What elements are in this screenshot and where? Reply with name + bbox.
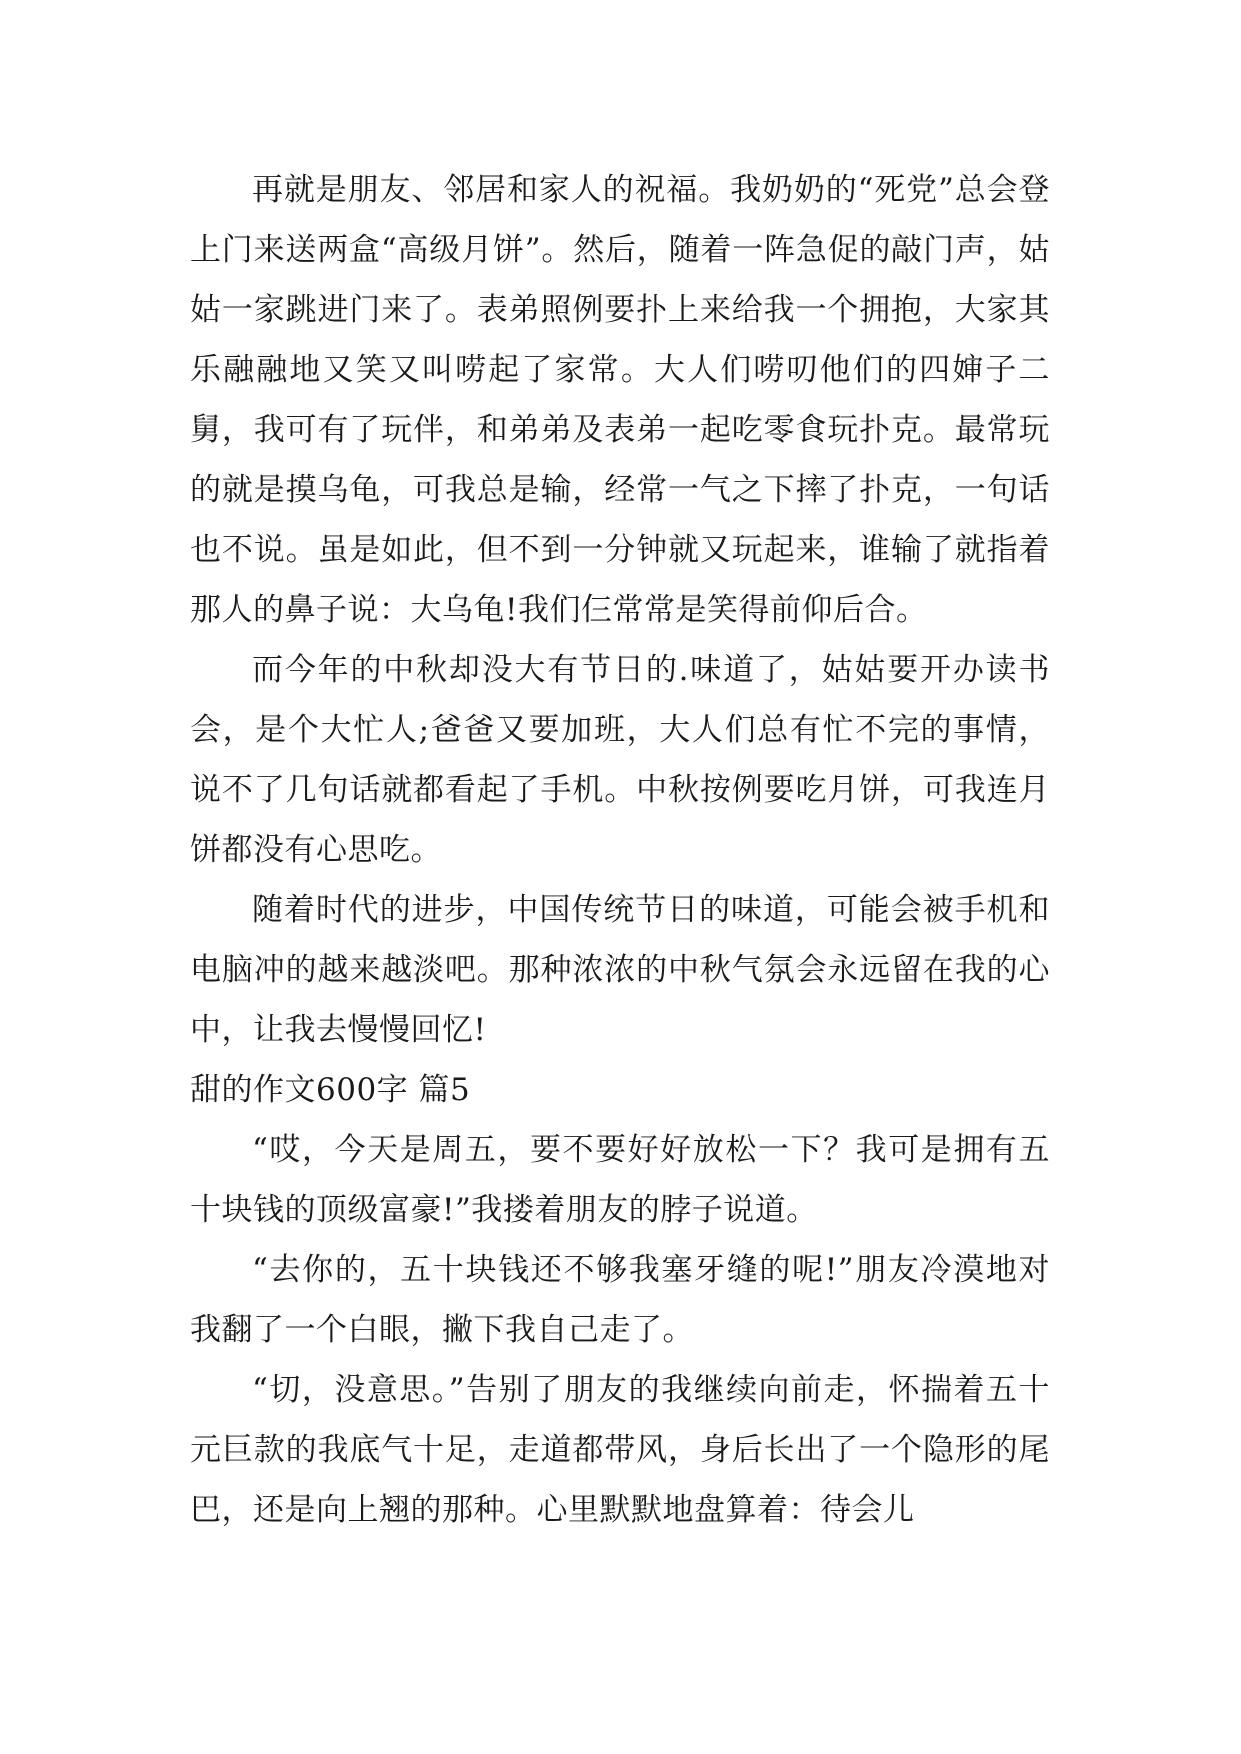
paragraph: “切，没意思。”告别了朋友的我继续向前走，怀揣着五十元巨款的我底气十足，走道都带风，身后长出了一个隐形的尾巴，还是向上翘的那种。心里默默地盘算着：待会儿 [190, 1372, 1050, 1528]
paragraph: 随着时代的进步，中国传统节日的味道，可能会被手机和电脑冲的越来越淡吧。那种浓浓的中秋气氛会永远留在我的心中，让我去慢慢回忆! [190, 892, 1050, 1048]
paragraph: “哎，今天是周五，要不要好好放松一下？我可是拥有五十块钱的顶级富豪!”我搂着朋友的脖子说道。 [190, 1132, 1050, 1228]
paragraph: 再就是朋友、邻居和家人的祝福。我奶奶的“死党”总会登上门来送两盒“高级月饼”。然后，随着一阵急促的敲门声，姑姑一家跳进门来了。表弟照例要扑上来给我一个拥抱，大家其乐融融地又笑又叫唠起了家常。大人们唠叨他们的四婶子二舅，我可有了玩伴，和弟弟及表弟一起吃零食玩扑克。最常玩的就是摸乌龟，可我总是输，经常一气之下摔了扑克，一句话也不说。虽是如此，但不到一分钟就又玩起来，谁输了就指着那人的鼻子说：大乌龟!我们仨常常是笑得前仰后合。 [190, 172, 1050, 628]
paragraph: 而今年的中秋却没大有节日的.味道了，姑姑要开办读书会，是个大忙人;爸爸又要加班，大人们总有忙不完的事情，说不了几句话就都看起了手机。中秋按例要吃月饼，可我连月饼都没有心思吃。 [190, 652, 1050, 868]
section-heading: 甜的作文600字 篇5 [190, 1072, 471, 1108]
document-body [190, 160, 1050, 1540]
paragraph: “去你的，五十块钱还不够我塞牙缝的呢!”朋友冷漠地对我翻了一个白眼，撇下我自己走了。 [190, 1252, 1050, 1348]
